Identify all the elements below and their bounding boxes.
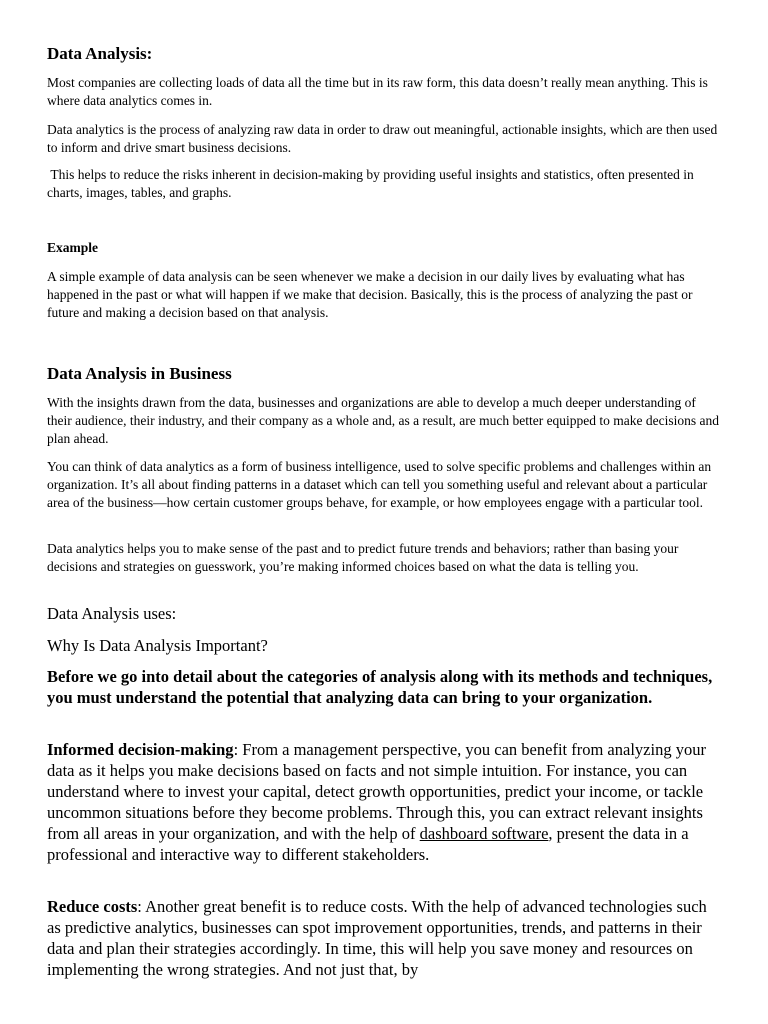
uses-heading: Data Analysis uses: <box>47 604 177 623</box>
intro-paragraph-2: Data analytics is the process of analyzing raw data in order to draw out meaningful, actionable insights, which are then used to inform and drive smart business decisions. <box>47 122 718 155</box>
page-title: Data Analysis: <box>47 44 153 63</box>
business-heading: Data Analysis in Business <box>47 364 232 383</box>
reduce-costs-label: Reduce costs <box>47 897 138 916</box>
business-paragraph-2: You can think of data analytics as a form of business intelligence, used to solve specific problems and challenges within an organization. It’s all about finding patterns in a dataset which can tell you something useful and relevant about a particular area of the business—how certain customer groups behave, for example, or how employees engage with a particular tool. <box>47 459 712 510</box>
reduce-costs-paragraph <box>47 896 723 980</box>
informed-label: Informed decision-making <box>47 740 234 759</box>
informed-text-end: , present the data in a professional and interactive way to different stakeholders. <box>47 824 689 864</box>
informed-paragraph <box>47 739 723 865</box>
example-heading: Example <box>47 240 99 255</box>
intro-paragraph-3: This helps to reduce the risks inherent in decision-making by providing useful insights and statistics, often presented in charts, images, tables, and graphs. <box>47 167 698 200</box>
dashboard-software-link[interactable]: dashboard software <box>419 824 549 843</box>
intro-paragraph-1: Most companies are collecting loads of data all the time but in its raw form, this data doesn’t really mean anything. This is where data analytics comes in. <box>47 75 708 108</box>
why-heading: Why Is Data Analysis Important? <box>47 636 268 655</box>
reduce-costs-text: : Another great benefit is to reduce costs. With the help of advanced technologies such as predictive analytics, businesses can spot improvement opportunities, trends, and patterns in their data and plan their strategies accordingly. In time, this will help you save money and resources on implementing the wrong strategies. And not just that, by <box>47 897 707 979</box>
informed-text: : From a management perspective, you can benefit from analyzing your data as it helps you make decisions based on facts and not simple intuition. For instance, you can understand where to invest your capital, detect growth opportunities, predict your income, or tackle uncommon situations before they become problems. Through this, you can extract relevant insights from all areas in your organization, and with the help of <box>47 740 706 843</box>
business-paragraph-3: Data analytics helps you to make sense of the past and to predict future trends and behaviors; rather than basing your decisions and strategies on guesswork, you’re making informed choices based on what the data is telling you. <box>47 541 679 574</box>
business-paragraph-1: With the insights drawn from the data, businesses and organizations are able to develop a much deeper understanding of their audience, their industry, and their company as a whole and, as a result, are much better equipped to make decisions and plan ahead. <box>47 395 720 446</box>
why-intro-paragraph: Before we go into detail about the categories of analysis along with its methods and techniques, you must understand the potential that analyzing data can bring to your organization. <box>47 667 713 707</box>
example-paragraph: A simple example of data analysis can be seen whenever we make a decision in our daily lives by evaluating what has happened in the past or what will happen if we make that decision. Basically, this is the process of analyzing the past or future and making a decision based on that analysis. <box>47 269 693 320</box>
